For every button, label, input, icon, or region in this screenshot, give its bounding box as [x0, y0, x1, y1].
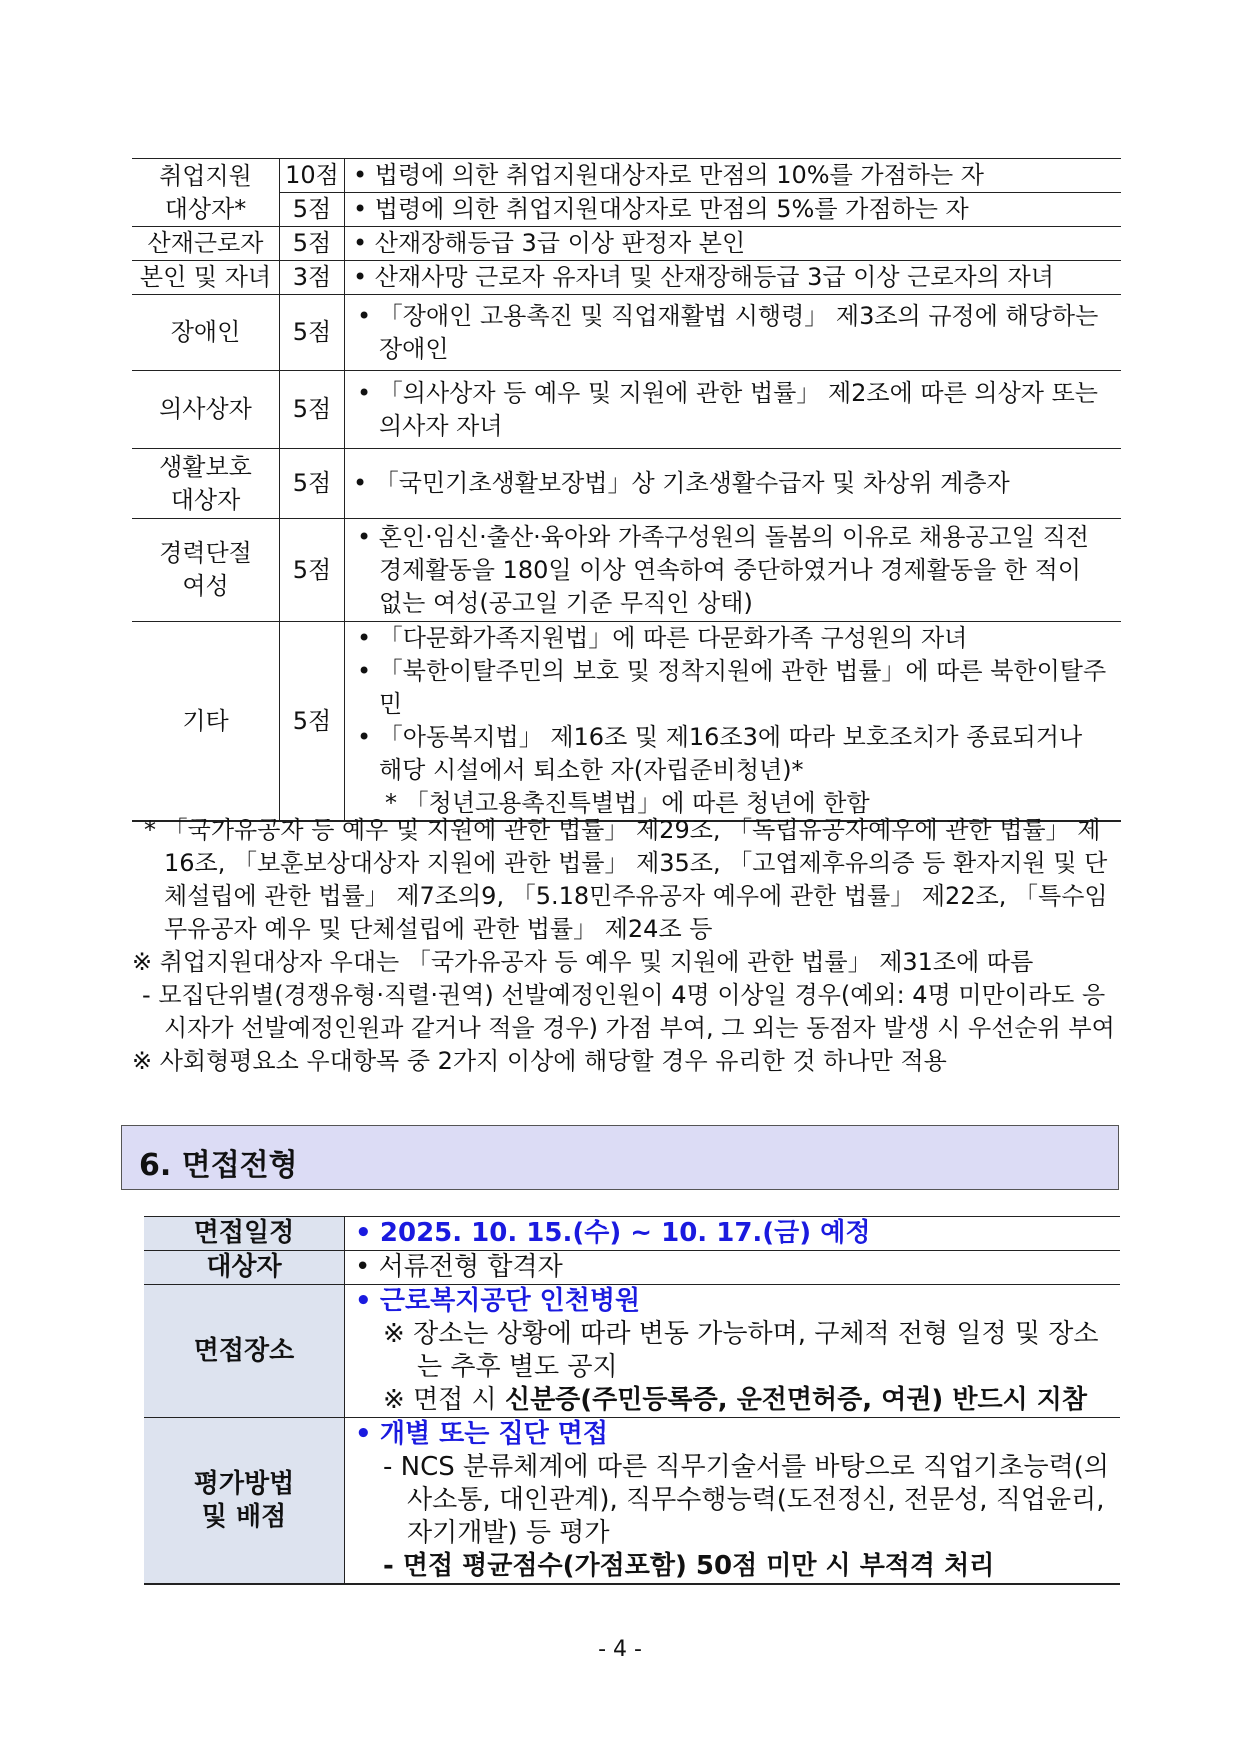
table-row — [132, 261, 1121, 295]
bullet: • — [353, 263, 368, 291]
bullet: • — [353, 229, 368, 257]
social-equity-preference-table — [132, 158, 1121, 822]
description-cell — [345, 295, 1122, 371]
bullet-item — [353, 300, 1111, 366]
points-cell: 10점 — [280, 159, 345, 193]
section-title: 6. 면접전형 — [139, 1148, 298, 1183]
bullet: • — [357, 624, 372, 652]
bullet: • — [357, 522, 372, 551]
label-cell: 면접장소 — [144, 1285, 345, 1418]
description-cell — [345, 261, 1122, 295]
description-text: 「의사상자 등 예우 및 지원에 관한 법률」 제2조에 따른 의상자 또는 의사자 자녀 — [378, 378, 1098, 440]
points-cell: 5점 — [280, 519, 345, 622]
description-text: 산재사망 근로자 유자녀 및 산재장해등급 3급 이상 근로자의 자녀 — [374, 263, 1054, 291]
location-note — [355, 1318, 1110, 1384]
points-cell: 3점 — [280, 261, 345, 295]
description-cell — [345, 227, 1122, 261]
category-cell — [132, 519, 280, 622]
description-text: 「아동복지법」 제16조 및 제16조3에 따라 보호조치가 종료되거나 해당 시설에서 퇴소한 자(자립준비청년)* — [378, 723, 1083, 784]
label-text: 및 배점 — [201, 1501, 287, 1532]
category-cell — [132, 159, 280, 227]
reference-mark: ※ — [383, 1319, 405, 1349]
category-cell: 본인 및 자녀 — [132, 261, 280, 295]
category-cell: 산재근로자 — [132, 227, 280, 261]
evaluation-item — [355, 1451, 1110, 1550]
footnote-mark: * — [144, 816, 156, 844]
dash-mark: - — [383, 1452, 393, 1482]
bullet: • — [357, 301, 372, 330]
interview-table — [144, 1216, 1120, 1585]
description-cell — [345, 371, 1122, 449]
bullet: • — [355, 1419, 372, 1449]
sub-note: * 「청년고용촉진특별법」에 따른 청년에 한함 — [385, 789, 870, 817]
bullet: • — [355, 1218, 372, 1248]
table-row — [144, 1251, 1120, 1285]
category-label: 취업지원 대상자* — [159, 161, 252, 223]
table-row — [132, 449, 1121, 519]
location-line — [355, 1285, 1110, 1318]
target-value: 서류전형 합격자 — [378, 1252, 563, 1282]
label-cell: 면접일정 — [144, 1217, 345, 1251]
table-row — [132, 371, 1121, 449]
reference-mark: ※ — [383, 1385, 405, 1415]
description-text: 법령에 의한 취업지원대상자로 만점의 5%를 가점하는 자 — [374, 195, 969, 223]
reference-mark: ※ — [132, 948, 153, 976]
bullet: • — [355, 1286, 372, 1316]
reference-mark: ※ — [132, 1047, 153, 1075]
description-text: 「북한이탈주민의 보호 및 정착지원에 관한 법률」에 따른 북한이탈주민 — [378, 657, 1107, 718]
category-cell — [132, 449, 280, 519]
value-cell — [345, 1251, 1121, 1285]
page-number: - 4 - — [598, 1637, 642, 1662]
value-cell — [345, 1217, 1121, 1251]
description-text: 법령에 의한 취업지원대상자로 만점의 10%를 가점하는 자 — [374, 161, 984, 189]
points-cell: 5점 — [280, 227, 345, 261]
location-value: 근로복지공단 인천병원 — [379, 1286, 641, 1316]
category-label: 생활보호 — [159, 452, 252, 481]
bullet: • — [357, 378, 372, 407]
reference-text: 취업지원대상자 우대는 「국가유공자 등 예우 및 지원에 관한 법률」 제31조에 따름 — [159, 948, 1034, 976]
table-row — [132, 622, 1121, 822]
table-row — [144, 1418, 1120, 1585]
section-header — [121, 1125, 1119, 1190]
evaluation-item — [355, 1550, 1110, 1583]
label-cell: 대상자 — [144, 1251, 345, 1285]
label-cell — [144, 1418, 345, 1585]
description-text: 「다문화가족지원법」에 따른 다문화가족 구성원의 자녀 — [378, 624, 968, 652]
reference-text: 면접 시 — [413, 1385, 505, 1415]
category-cell: 의사상자 — [132, 371, 280, 449]
table-row — [144, 1285, 1120, 1418]
method-value: 개별 또는 집단 면접 — [379, 1419, 608, 1449]
evaluation-text: NCS 분류체계에 따른 직무기술서를 바탕으로 직업기초능력(의사소통, 대인관계), 직무수행능력(도전정신, 전문성, 직업윤리, 자기개발) 등 평가 — [400, 1452, 1110, 1548]
points-cell: 5점 — [280, 371, 345, 449]
reference-text: 장소는 상황에 따라 변동 가능하며, 구체적 전형 일정 및 장소는 추후 별도 공지 — [413, 1319, 1099, 1382]
reference-note — [132, 946, 1122, 979]
schedule-value: 2025. 10. 15.(수) ~ 10. 17.(금) 예정 — [379, 1218, 871, 1248]
bullet: • — [353, 469, 368, 497]
bullet: • — [355, 1252, 371, 1282]
bullet: • — [357, 723, 372, 751]
bullet-item — [353, 521, 1111, 620]
points-cell: 5점 — [280, 449, 345, 519]
bullet-item — [353, 622, 1111, 655]
bullet: • — [353, 195, 368, 223]
bullet-item — [353, 377, 1111, 443]
dash-text: 모집단위별(경쟁유형·직렬·권역) 선발예정인원이 4명 이상일 경우(예외: 4명 미만이라도 응시자가 선발예정인원과 같거나 적을 경우) 가점 부여, 그 외는 동점자 발생 시 우선순위 부여 — [158, 981, 1115, 1042]
table-row — [132, 295, 1121, 371]
bullet-item — [353, 655, 1111, 721]
reference-text: 사회형평요소 우대항목 중 2가지 이상에 해당할 경우 유리한 것 하나만 적용 — [159, 1047, 947, 1075]
description-cell — [345, 159, 1122, 193]
value-cell — [345, 1418, 1121, 1585]
table-row — [132, 227, 1121, 261]
label-text: 평가방법 — [193, 1468, 295, 1499]
notes — [132, 814, 1122, 1078]
table-row — [132, 159, 1121, 193]
reference-text-bold: 신분증(주민등록증, 운전면허증, 여권) 반드시 지참 — [504, 1385, 1088, 1415]
category-cell: 기타 — [132, 622, 280, 822]
dash-mark: - — [383, 1551, 394, 1581]
description-text: 혼인·임신·출산·육아와 가족구성원의 돌봄의 이유로 채용공고일 직전 경제활동을 180일 이상 연속하여 중단하였거나 경제활동을 한 적이 없는 여성(공고일 기준 무직인 상태) — [378, 522, 1089, 617]
footnote-text: 「국가유공자 등 예우 및 지원에 관한 법률」 제29조, 「독립유공자예우에 관한 법률」 제16조, 「보훈보상대상자 지원에 관한 법률」 제35조, 「고엽제후유의증 등 환자지원 및 단체설립에 관한 법률」 제7조의9, 「5.18민주유공자 예우에 관한 법률」 제22조, 「특수임무유공자 예우 및 단체설립에 관한 법률」 제24조 등 — [163, 816, 1108, 943]
description-cell — [345, 519, 1122, 622]
reference-note — [132, 1045, 1122, 1078]
bullet: • — [357, 657, 372, 685]
description-text: 「국민기초생활보장법」상 기초생활수급자 및 차상위 계층자 — [374, 469, 1010, 497]
points-cell: 5점 — [280, 622, 345, 822]
table-row — [132, 519, 1121, 622]
dash-mark: - — [142, 981, 151, 1009]
description-text: 「장애인 고용촉진 및 직업재활법 시행령」 제3조의 규정에 해당하는 장애인 — [378, 301, 1099, 363]
category-label: 경력단절 — [159, 539, 252, 567]
bullet-item — [353, 721, 1111, 787]
dash-note — [132, 979, 1122, 1045]
description-cell — [345, 193, 1122, 227]
method-line — [355, 1418, 1110, 1451]
points-cell: 5점 — [280, 193, 345, 227]
description-cell — [345, 449, 1122, 519]
bullet: • — [353, 161, 368, 189]
id-note — [355, 1384, 1110, 1417]
evaluation-text: 면접 평균점수(가점포함) 50점 미만 시 부적격 처리 — [402, 1551, 995, 1581]
category-label: 여성 — [182, 572, 229, 600]
description-cell — [345, 622, 1122, 822]
table-row — [132, 193, 1121, 227]
value-cell — [345, 1285, 1121, 1418]
category-label: 대상자 — [170, 485, 241, 514]
table-row — [144, 1217, 1120, 1251]
category-cell: 장애인 — [132, 295, 280, 371]
footnote-star — [132, 814, 1122, 946]
description-text: 산재장해등급 3급 이상 판정자 본인 — [374, 229, 746, 257]
points-cell: 5점 — [280, 295, 345, 371]
